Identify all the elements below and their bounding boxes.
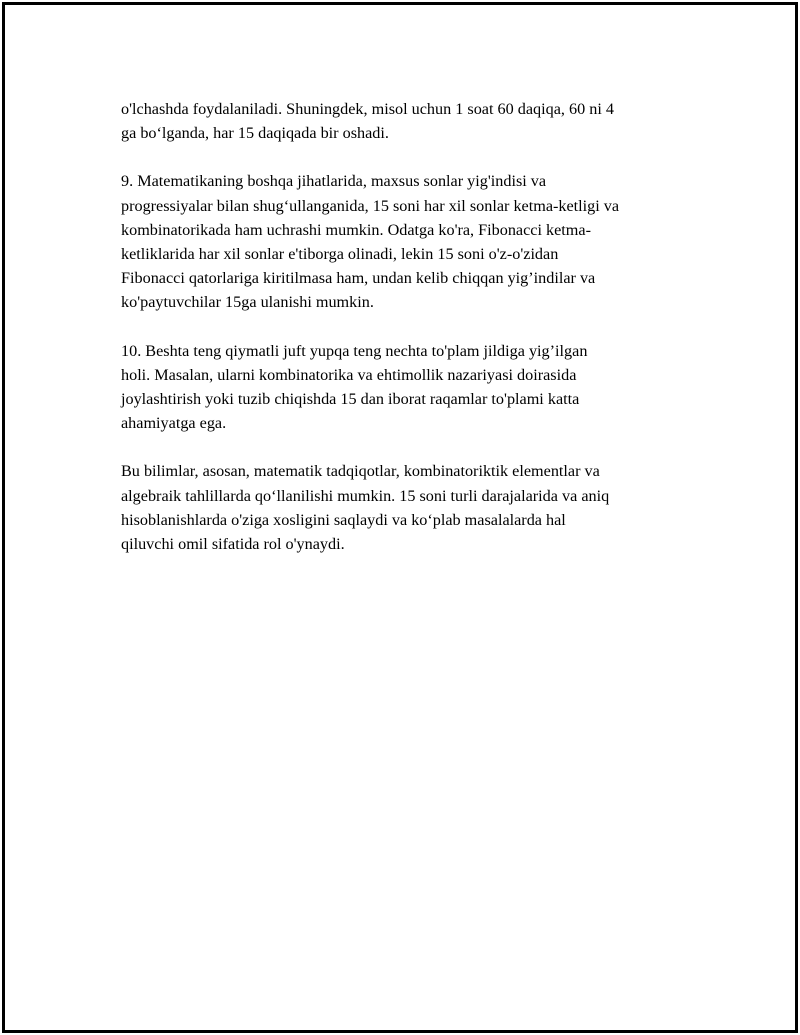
text-line: progressiyalar bilan shug‘ullanganida, 15 soni har xil sonlar ketma-ketligi va <box>121 196 620 215</box>
text-line: joylashtirish yoki tuzib chiqishda 15 dan iborat raqamlar to'plami katta <box>121 390 580 409</box>
text-line: 10. Beshta teng qiymatli juft yupqa teng nechta to'plam jildiga yig’ilgan <box>121 341 588 360</box>
text-line: o'lchashda foydalaniladi. Shuningdek, misol uchun 1 soat 60 daqiqa, 60 ni 4 <box>121 100 614 118</box>
text-line: Fibonacci qatorlariga kiritilmasa ham, undan kelib chiqqan yig’indilar va <box>121 269 596 288</box>
document-body <box>121 97 693 580</box>
paragraph-conclusion <box>121 459 693 556</box>
text-line: Bu bilimlar, asosan, matematik tadqiqotlar, kombinatoriktik elementlar va <box>121 462 600 481</box>
text-line: 9. Matematikaning boshqa jihatlarida, maxsus sonlar yig'indisi va <box>121 172 547 191</box>
text-line: algebraik tahlillarda qo‘llanilishi mumkin. 15 soni turli darajalarida va aniq <box>121 486 610 505</box>
paragraph-item-10 <box>121 339 693 436</box>
text-line: holi. Masalan, ularni kombinatorika va ehtimollik nazariyasi doirasida <box>121 365 577 384</box>
text-line: hisoblanishlarda o'ziga xosligini saqlaydi va ko‘plab masalalarda hal <box>121 510 566 529</box>
text-line: ketliklarida har xil sonlar e'tiborga olinadi, lekin 15 soni o'z-o'zidan <box>121 245 559 264</box>
text-line: ahamiyatga ega. <box>121 414 227 433</box>
text-line: ko'paytuvchilar 15ga ulanishi mumkin. <box>121 293 374 312</box>
page-frame <box>2 2 798 1033</box>
paragraph-item-9 <box>121 169 693 314</box>
text-line: kombinatorikada ham uchrashi mumkin. Odatga ko'ra, Fibonacci ketma- <box>121 220 591 239</box>
text-line: ga bo‘lganda, har 15 daqiqada bir oshadi. <box>121 124 389 143</box>
text-line: qiluvchi omil sifatida rol o'ynaydi. <box>121 535 345 554</box>
paragraph-continuation <box>121 97 693 145</box>
